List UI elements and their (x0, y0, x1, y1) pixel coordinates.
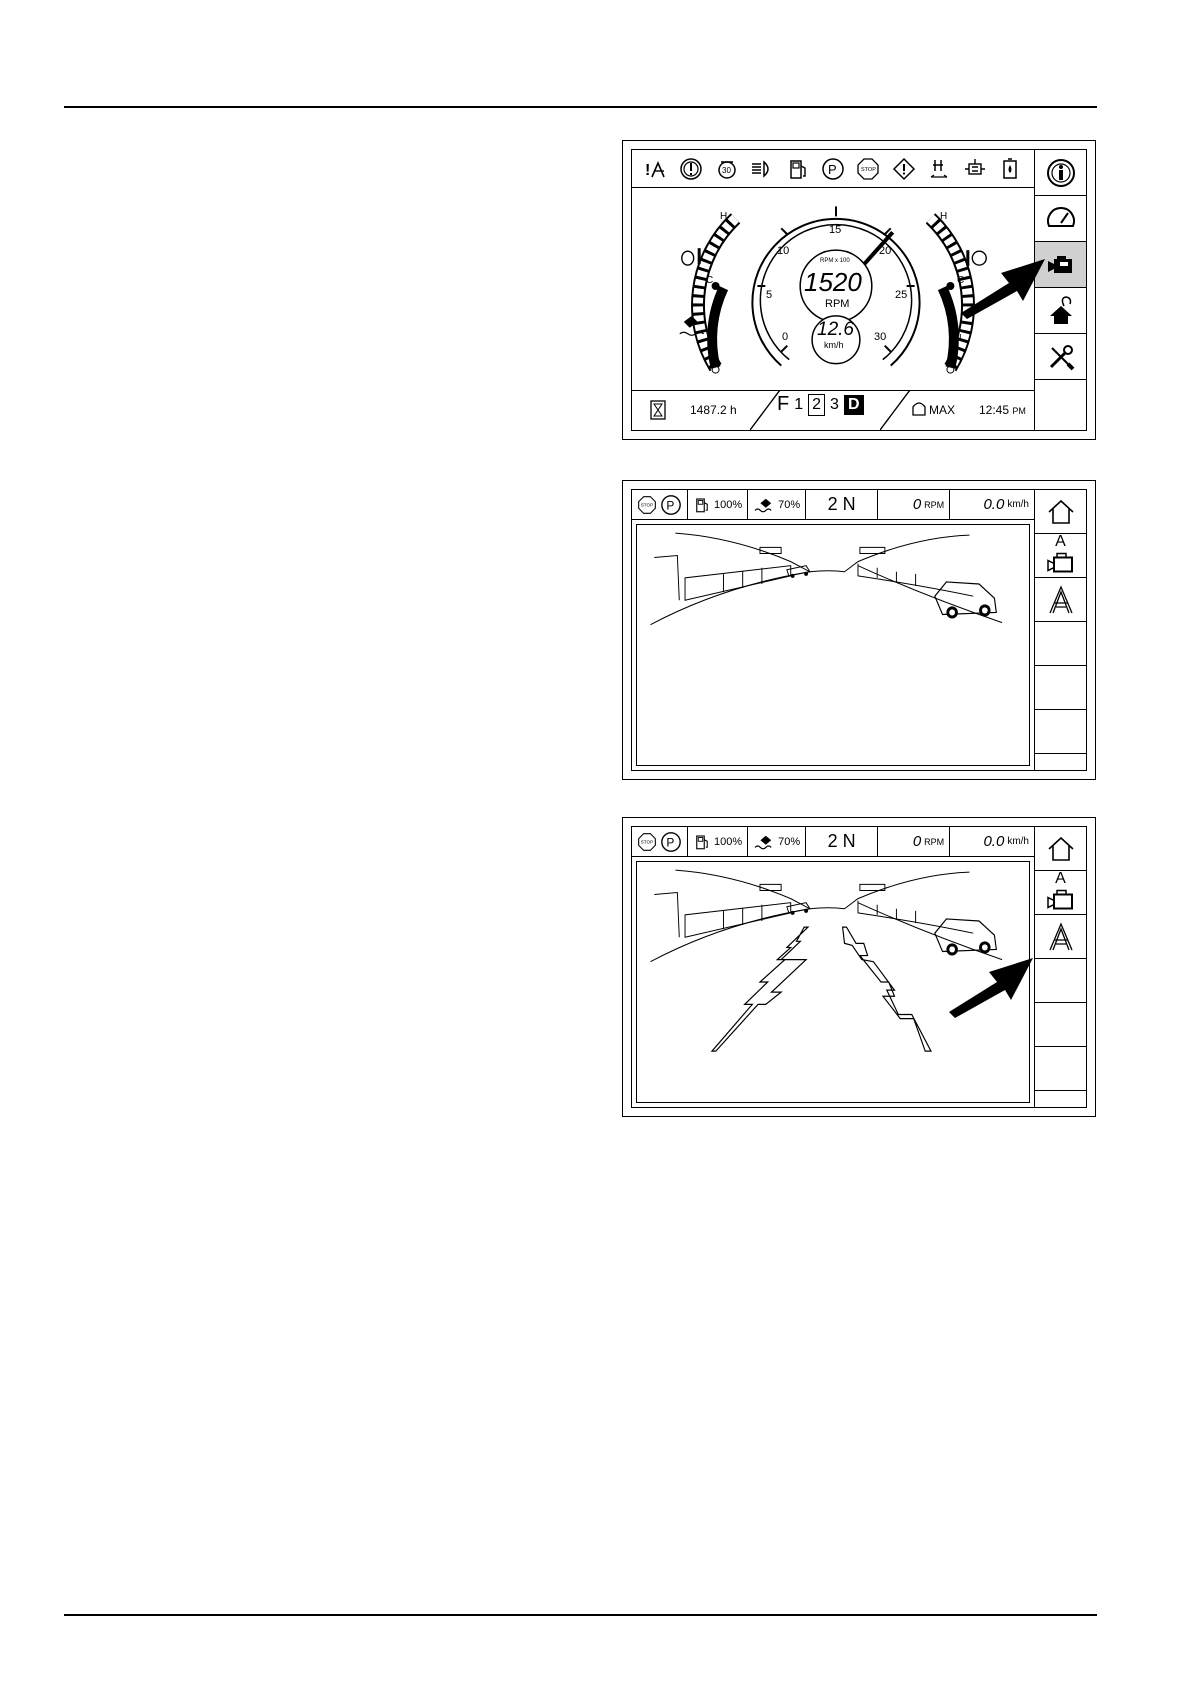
def-level-icon (753, 833, 775, 851)
right-gauge-low: L (959, 333, 965, 344)
status-bar (632, 390, 1034, 430)
figure-camera-view-guidelines (622, 817, 1096, 1117)
speed-value: 12.6 (817, 319, 854, 340)
settings-tools-button[interactable] (1035, 334, 1086, 380)
empty-button-3[interactable] (1035, 1047, 1086, 1091)
camera-status-header (632, 490, 1034, 520)
svg-text:!: ! (644, 161, 651, 179)
empty-button-3[interactable] (1035, 710, 1086, 754)
stop-icon (637, 495, 657, 515)
camera-a-button[interactable] (1035, 871, 1086, 915)
empty-button-2[interactable] (1035, 666, 1086, 710)
stop-label: STOP (640, 502, 654, 508)
park-label: P (666, 835, 675, 850)
speed-value: 0.0 (983, 496, 1005, 513)
speed-value: 0.0 (983, 833, 1005, 850)
rpm-cell (878, 827, 950, 856)
home-icon (1044, 495, 1078, 529)
rpm-unit: RPM (924, 499, 945, 510)
warning-icon-bar (632, 150, 1034, 188)
callout-arrow (949, 958, 1033, 1018)
clock (979, 403, 1026, 417)
right-gauge-lo: C (957, 275, 965, 286)
tools-icon (1044, 340, 1078, 374)
speed-cell (950, 490, 1034, 519)
park-label: P (666, 498, 675, 513)
tick-25: 25 (895, 289, 908, 301)
right-gauge-hi: H (940, 211, 948, 222)
figure-camera-view (622, 480, 1096, 780)
gear-direction: F (777, 393, 790, 415)
stop-cell (632, 827, 688, 856)
camera-status-header (632, 827, 1034, 857)
fuel-cell (688, 490, 748, 519)
headlight-icon (749, 156, 775, 182)
speed-unit: km/h (1007, 499, 1029, 510)
guideline-icon (1044, 920, 1078, 954)
def-cell (748, 827, 806, 856)
rpm-value: 1520 (804, 267, 862, 297)
home-icon (1044, 832, 1078, 866)
gear-3: 3 (830, 395, 839, 413)
parking-brake-icon (660, 831, 682, 853)
seatbelt-warning-icon (643, 156, 669, 182)
fuel-level: 100% (714, 498, 743, 511)
general-warning-icon (678, 156, 704, 182)
camera-a-label: A (1055, 870, 1066, 887)
tick-30: 30 (874, 331, 887, 343)
camera-icon (1044, 550, 1078, 577)
camera-a-label: A (1055, 533, 1066, 550)
camera-a-button[interactable] (1035, 534, 1086, 578)
stop-label: STOP (640, 839, 654, 845)
home-upload-icon (1044, 294, 1078, 328)
axle-lock-icon (926, 156, 952, 182)
coolant-temp-icon (682, 248, 701, 265)
clock-time: 12:45 (979, 403, 1010, 417)
tick-5: 5 (766, 289, 773, 301)
caution-diamond-icon (891, 156, 917, 182)
hydraulic-oil-icon (962, 156, 988, 182)
fuel-cell (688, 827, 748, 856)
fuel-icon (693, 832, 711, 852)
engine-power-icon (910, 399, 928, 417)
speed-unit: km/h (824, 340, 844, 350)
svg-text:30: 30 (721, 165, 731, 175)
guideline-toggle-button[interactable] (1035, 578, 1086, 622)
bottom-rule (64, 1614, 1097, 1616)
tick-0: 0 (782, 331, 789, 343)
rpm-unit: RPM (924, 836, 945, 847)
speed-limit-icon (714, 156, 740, 182)
speed-unit: km/h (1007, 836, 1029, 847)
def-level: 70% (778, 835, 801, 848)
gear-2-selected: 2 (808, 394, 825, 416)
home-button[interactable] (1035, 490, 1086, 534)
gear-selector-display (777, 393, 864, 416)
gauge-view-button[interactable] (1035, 196, 1086, 242)
fuel-icon (785, 156, 811, 182)
svg-text:P: P (827, 161, 837, 177)
svg-text:STOP: STOP (861, 166, 877, 173)
parked-car-graphic (935, 582, 996, 619)
camera-side-menu (1034, 490, 1086, 770)
def-level-icon (753, 496, 775, 514)
parking-brake-icon (660, 494, 682, 516)
figure-dashboard-main (622, 140, 1096, 440)
left-gauge-hi: H (720, 211, 728, 222)
clock-suffix: PM (1012, 406, 1026, 416)
parking-guidelines (712, 927, 931, 1051)
gear-1: 1 (794, 395, 804, 413)
def-level: 70% (778, 498, 801, 511)
rpm-unit: RPM (825, 298, 850, 310)
rpm-value: 0 (912, 496, 922, 513)
guideline-toggle-button[interactable] (1035, 915, 1086, 959)
parked-car-graphic (935, 919, 996, 956)
top-rule (64, 106, 1097, 108)
hourglass-icon (650, 400, 666, 420)
callout-arrow (961, 259, 1045, 319)
camera-icon (1044, 887, 1078, 914)
info-icon (1044, 156, 1078, 190)
rear-camera-feed (636, 524, 1030, 766)
camera-side-menu (1034, 827, 1086, 1107)
rpm-cell (878, 490, 950, 519)
empty-button-1[interactable] (1035, 959, 1086, 1003)
camera-screen (631, 489, 1087, 771)
tick-10: 10 (777, 245, 790, 257)
fuel-level: 100% (714, 835, 743, 848)
tick-20: 20 (879, 245, 892, 257)
tick-15: 15 (829, 224, 842, 236)
left-gauge-lo: C (706, 275, 714, 286)
def-cell (748, 490, 806, 519)
parking-brake-icon (820, 156, 846, 182)
gear-indicator: 2 N (806, 490, 878, 519)
empty-button-1[interactable] (1035, 622, 1086, 666)
engine-hours: 1487.2 h (690, 403, 737, 417)
stop-cell (632, 490, 688, 519)
empty-button-2[interactable] (1035, 1003, 1086, 1047)
stop-icon (855, 156, 881, 182)
rpm-scale-label: RPM x 100 (820, 258, 850, 264)
camera-icon (1044, 248, 1078, 282)
speed-cell (950, 827, 1034, 856)
info-button[interactable] (1035, 150, 1086, 196)
gauge-icon (1044, 202, 1078, 236)
home-button[interactable] (1035, 827, 1086, 871)
fuel-icon (693, 495, 711, 515)
rpm-value: 0 (912, 833, 922, 850)
power-mode-max: MAX (929, 403, 956, 417)
drive-mode-badge: D (844, 395, 864, 415)
stop-icon (637, 832, 657, 852)
guideline-icon (1044, 583, 1078, 617)
gear-indicator: 2 N (806, 827, 878, 856)
fuel-filter-icon (997, 156, 1023, 182)
